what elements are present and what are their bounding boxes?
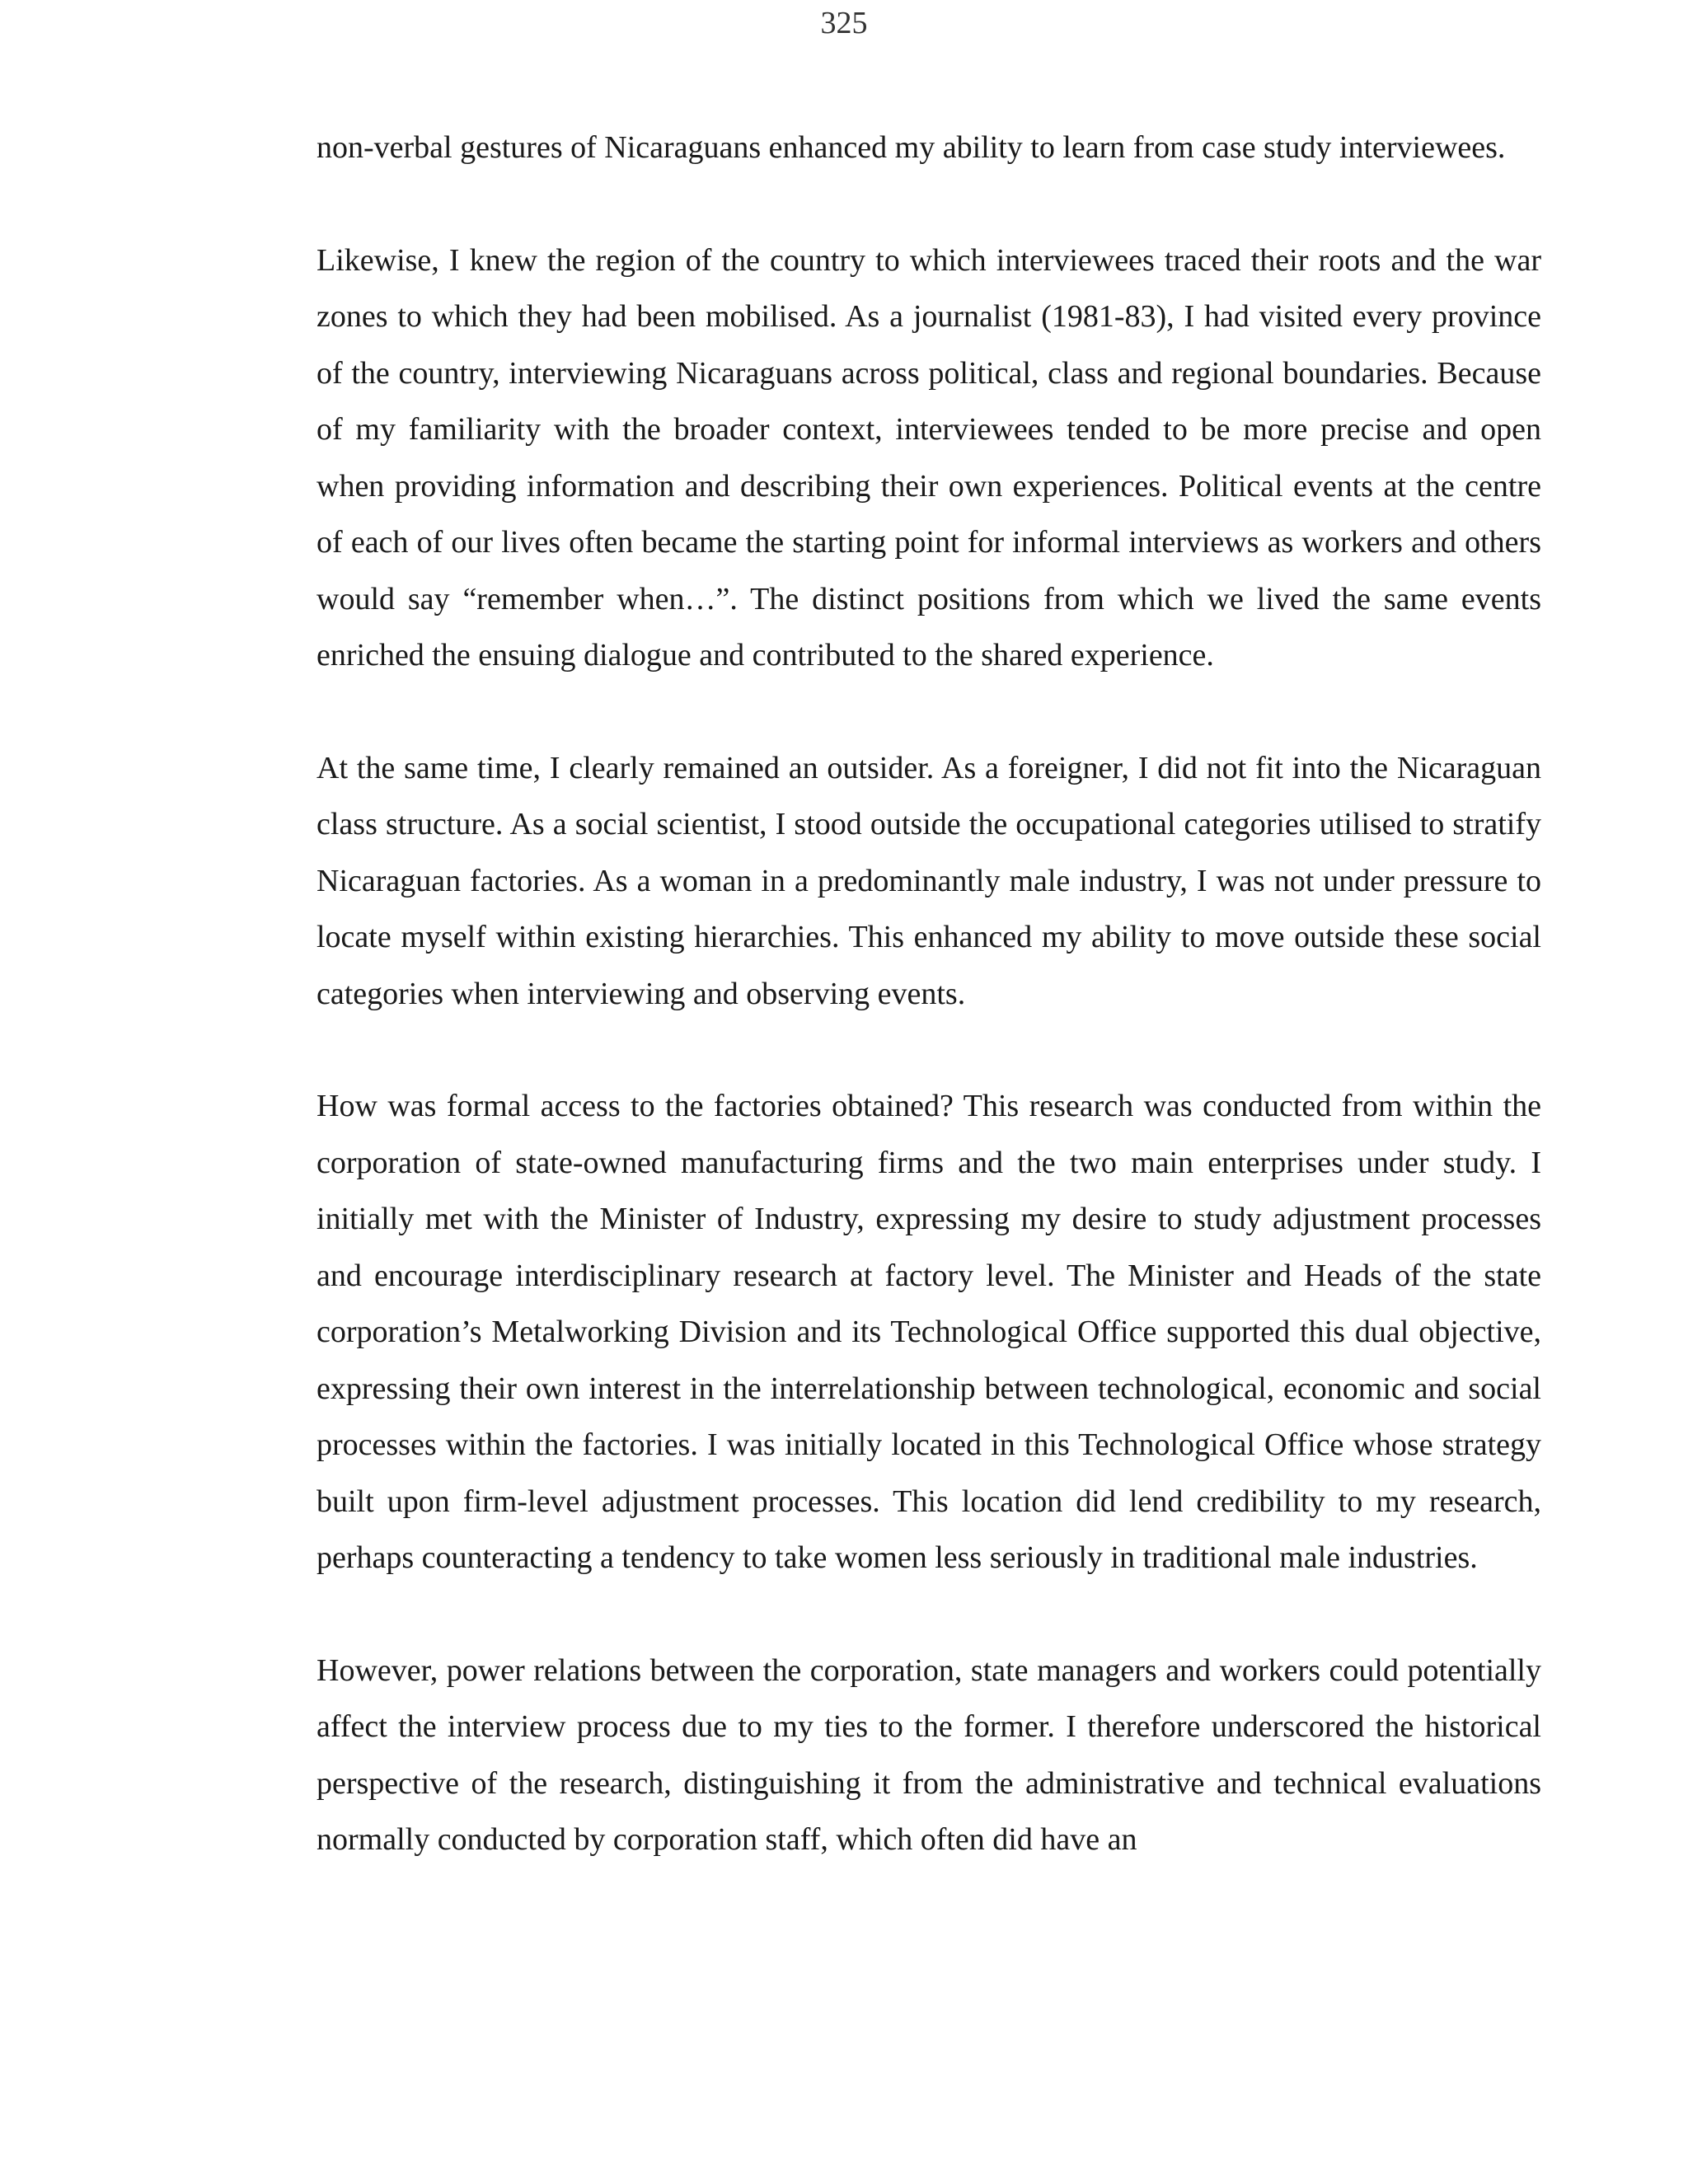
document-body (316, 120, 1541, 1924)
paragraph-1: non-verbal gestures of Nicaraguans enhanced my ability to learn from case study interviewees. (316, 130, 1506, 165)
paragraph-2: Likewise, I knew the region of the country to which interviewees traced their roots and the war zones to which they had been mobilised. As a journalist (1981-83), I had visited every province of the country, interviewing Nicaraguans across political, class and regional boundaries. Because of my familiarity with the broader context, interviewees tended to be more precise and open when providing information and describing their own experiences. Political events at the centre of each of our lives often became the starting point for informal interviews as workers and others would say “remember when…”. The distinct positions from which we lived the same events enriched the ensuing dialogue and contributed to the shared experience. (316, 242, 1541, 673)
paragraph-4: How was formal access to the factories obtained? This research was conducted from within the corporation of state-owned manufacturing firms and the two main enterprises under study. I initially met with the Minister of Industry, expressing my desire to study adjustment processes and encourage interdisciplinary research at factory level. The Minister and Heads of the state corporation’s Metalworking Division and its Technological Office supported this dual objective, expressing their own interest in the interrelationship between technological, economic and social processes within the factories. I was initially located in this Technological Office whose strategy built upon firm-level adjustment processes. This location did lend credibility to my research, perhaps counteracting a tendency to take women less seriously in traditional male industries. (316, 1089, 1541, 1575)
paragraph-5: However, power relations between the corporation, state managers and workers could potentially affect the interview process due to my ties to the former. I therefore underscored the historical perspective of the research, distinguishing it from the administrative and technical evaluations normally conducted by corporation staff, which often did have an (316, 1652, 1541, 1857)
page-number-text: 325 (820, 6, 868, 40)
page-number (0, 6, 1688, 58)
paragraph-3: At the same time, I clearly remained an outsider. As a foreigner, I did not fit into the Nicaraguan class structure. As a social scientist, I stood outside the occupational categories utilised to stratify Nicaraguan factories. As a woman in a predominantly male industry, I was not under pressure to locate myself within existing hierarchies. This enhanced my ability to move outside these social categories when interviewing and observing events. (316, 750, 1541, 1011)
